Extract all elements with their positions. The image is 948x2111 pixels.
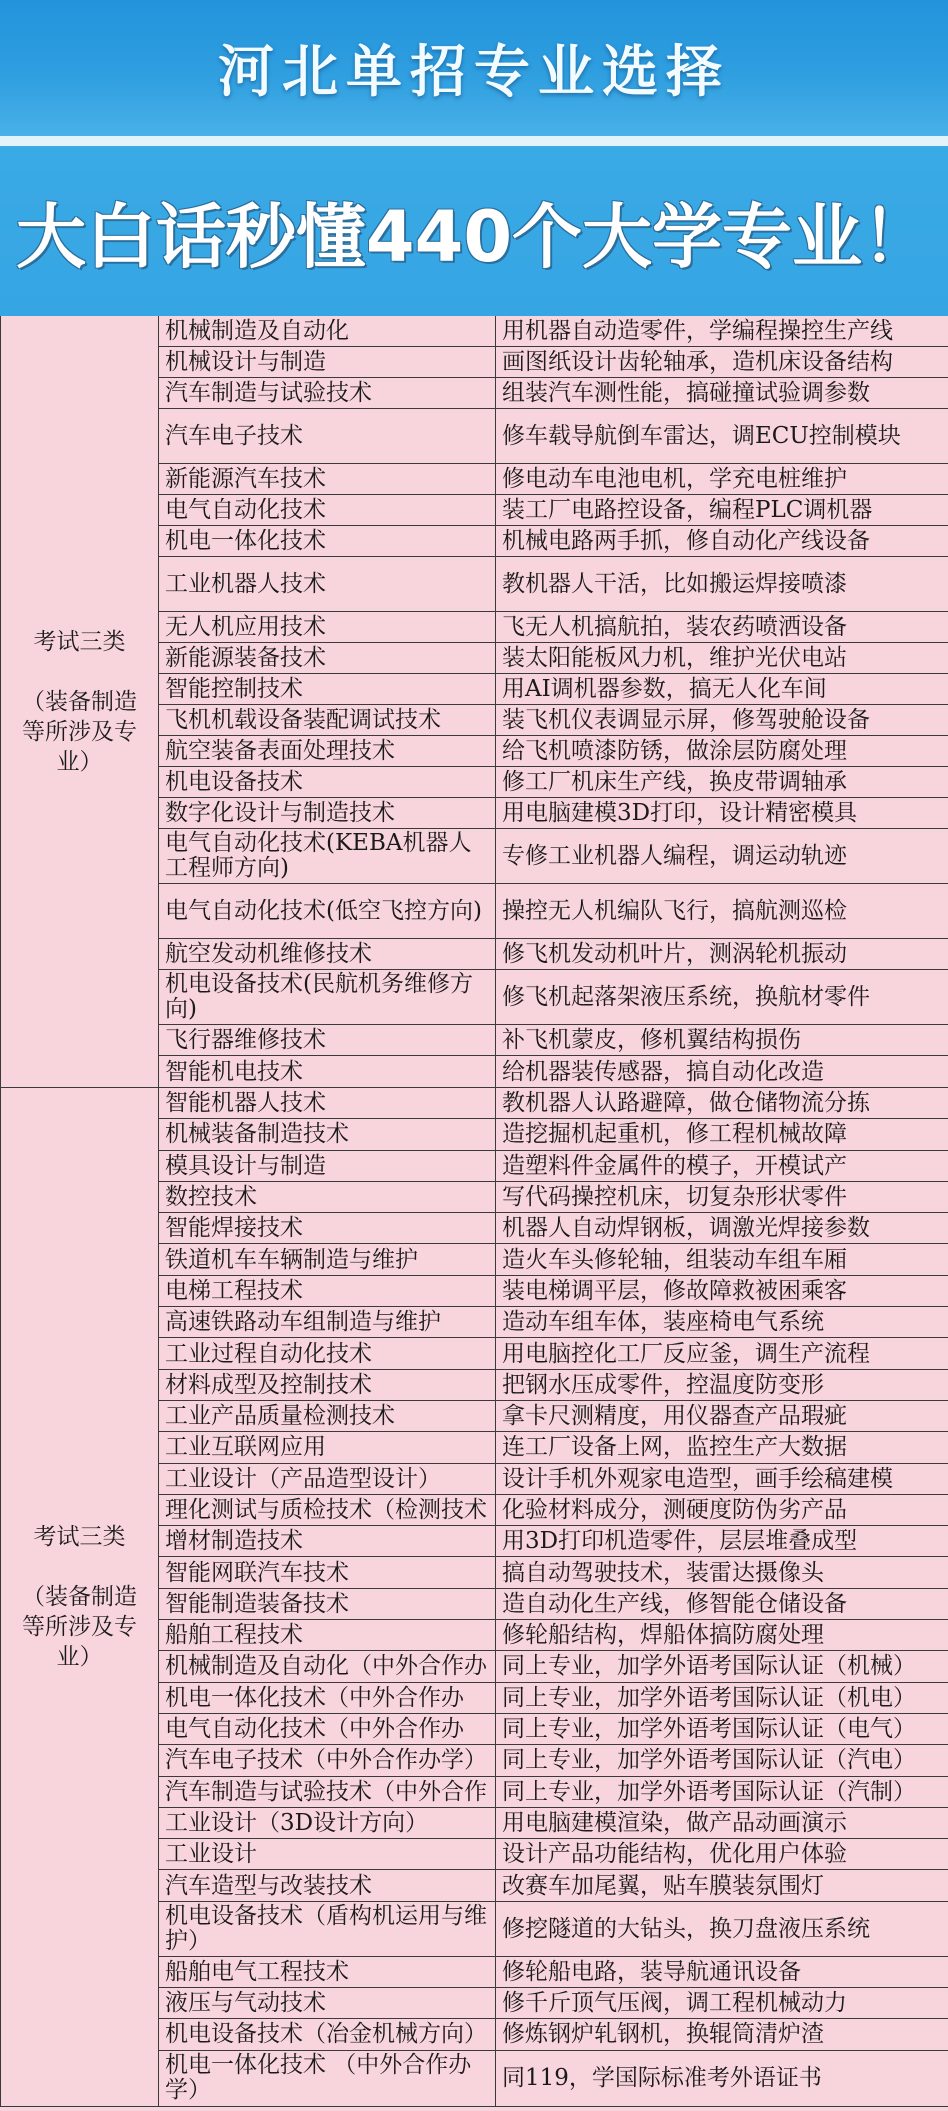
- major-description: 画图纸设计齿轮轴承，造机床设备结构: [502, 349, 893, 375]
- major-name: 智能机器人技术: [159, 1088, 496, 1118]
- major-description: 造挖掘机起重机，修工程机械故障: [502, 1121, 847, 1148]
- major-name: 新能源汽车技术: [159, 464, 496, 494]
- table-row: [159, 1244, 948, 1275]
- table-row: [159, 1683, 948, 1714]
- major-name: 飞机机载设备装配调试技术: [159, 705, 496, 735]
- table-row: [159, 1745, 948, 1776]
- table-row: [159, 1151, 948, 1182]
- major-description: 设计产品功能结构，优化用户体验: [502, 1841, 847, 1868]
- major-description: 造塑料件金属件的模子，开模试产: [502, 1152, 847, 1179]
- major-name: 增材制造技术: [159, 1526, 496, 1556]
- table-row: [159, 2019, 948, 2050]
- major-name: 数字化设计与制造技术: [159, 798, 496, 828]
- major-description: 修炼钢炉轧钢机，换辊筒清炉渣: [502, 2021, 824, 2048]
- table-row: [159, 409, 948, 464]
- major-name: 机械制造及自动化（中外合作办: [159, 1651, 496, 1681]
- table-row: [159, 612, 948, 643]
- major-name: 理化测试与质检技术（检测技术: [159, 1495, 496, 1525]
- headline: 大白话秒懂440个大学专业！: [15, 195, 933, 278]
- major-name: 工业过程自动化技术: [159, 1338, 496, 1368]
- major-name: 电气自动化技术（中外合作办: [159, 1714, 496, 1744]
- major-description: 把钢水压成零件，控温度防变形: [502, 1371, 824, 1398]
- major-description: 修工厂机床生产线，换皮带调轴承: [502, 769, 847, 795]
- major-description: 操控无人机编队飞行，搞航测巡检: [502, 898, 847, 924]
- major-name: 工业设计: [159, 1839, 496, 1869]
- major-name: 机电设备技术（冶金机械方向）: [159, 2019, 496, 2049]
- category-label: 考试三类: [33, 1523, 126, 1550]
- major-name: 模具设计与制造: [159, 1151, 496, 1181]
- major-name: 数控技术: [159, 1182, 496, 1212]
- major-name: 机电一体化技术 （中外合作办学）: [159, 2051, 496, 2106]
- major-description: 拿卡尺测精度，用仪器查产品瑕疵: [502, 1403, 847, 1430]
- major-description: 用AI调机器参数，搞无人化车间: [502, 676, 827, 702]
- table-row: [159, 1432, 948, 1463]
- major-name: 汽车制造与试验技术: [159, 378, 496, 408]
- major-name: 船舶电气工程技术: [159, 1957, 496, 1987]
- major-name: 智能机电技术: [159, 1056, 496, 1087]
- table-section: [0, 316, 948, 1088]
- table-row: [159, 1870, 948, 1901]
- table-row: [159, 1401, 948, 1432]
- table-row: [159, 1808, 948, 1839]
- major-description: 造自动化生产线，修智能仓储设备: [502, 1590, 847, 1617]
- major-description: 用机器自动造零件，学编程操控生产线: [502, 318, 893, 344]
- major-description: 教机器人认路避障，做仓储物流分拣: [502, 1090, 870, 1117]
- major-description: 同上专业，加学外语考国际认证（电气）: [502, 1716, 916, 1743]
- table-row: [159, 1370, 948, 1401]
- major-name: 机电设备技术（盾构机运用与维护）: [159, 1902, 496, 1956]
- major-description: 修千斤顶气压阀，调工程机械动力: [502, 1990, 847, 2017]
- major-description: 飞无人机搞航拍，装农药喷洒设备: [502, 614, 847, 640]
- table-row: [159, 347, 948, 378]
- table-row: [159, 674, 948, 705]
- major-name: 智能制造装备技术: [159, 1589, 496, 1619]
- table-row: [159, 1213, 948, 1244]
- table-row: [159, 1056, 948, 1087]
- major-name: 汽车造型与改装技术: [159, 1870, 496, 1900]
- major-description: 专修工业机器人编程，调运动轨迹: [502, 843, 847, 869]
- major-name: 工业设计（产品造型设计）: [159, 1464, 496, 1494]
- table-row: [159, 1495, 948, 1526]
- major-name: 船舶工程技术: [159, 1620, 496, 1650]
- major-description: 装飞机仪表调显示屏，修驾驶舱设备: [502, 707, 870, 733]
- major-description: 化验材料成分，测硬度防伪劣产品: [502, 1497, 847, 1523]
- major-name: 工业设计（3D设计方向）: [159, 1808, 496, 1838]
- major-description: 装电梯调平层，修故障救被困乘客: [502, 1277, 847, 1304]
- major-name: 材料成型及控制技术: [159, 1370, 496, 1400]
- major-name: 无人机应用技术: [159, 612, 496, 642]
- major-description: 机器人自动焊钢板，调激光焊接参数: [502, 1215, 870, 1242]
- category-cell: [0, 1088, 159, 2106]
- table-row: [159, 1839, 948, 1870]
- major-description: 设计手机外观家电造型，画手绘稿建模: [502, 1465, 893, 1492]
- table-row: [159, 1307, 948, 1338]
- table-row: [159, 378, 948, 409]
- majors-table: [0, 316, 948, 2107]
- major-description: 给飞机喷漆防锈，做涂层防腐处理: [502, 738, 847, 764]
- major-name: 机电设备技术(民航机务维修方向): [159, 970, 496, 1024]
- major-name: 机电一体化技术: [159, 526, 496, 556]
- headline-banner: [0, 146, 948, 316]
- major-description: 用电脑建模3D打印，设计精密模具: [502, 800, 858, 826]
- major-description: 修挖隧道的大钻头，换刀盘液压系统: [502, 1915, 870, 1942]
- table-row: [159, 1902, 948, 1957]
- major-description: 造火车头修轮轴，组装动车组车厢: [502, 1246, 847, 1273]
- table-row: [159, 1777, 948, 1808]
- major-description: 同上专业，加学外语考国际认证（机械）: [502, 1653, 916, 1680]
- title-banner: [0, 0, 948, 136]
- major-name: 航空发动机维修技术: [159, 939, 496, 969]
- table-row: [159, 2051, 948, 2106]
- major-description: 写代码操控机床，切复杂形状零件: [502, 1184, 847, 1211]
- major-name: 电气自动化技术(低空飞控方向): [159, 884, 496, 938]
- major-name: 智能控制技术: [159, 674, 496, 704]
- table-row: [159, 1557, 948, 1588]
- major-description: 修车载导航倒车雷达，调ECU控制模块: [502, 423, 901, 449]
- table-row: [159, 1651, 948, 1682]
- major-description: 教机器人干活，比如搬运焊接喷漆: [502, 571, 847, 597]
- major-description: 造动车组车体，装座椅电气系统: [502, 1309, 824, 1336]
- table-row: [159, 495, 948, 526]
- major-description: 同上专业，加学外语考国际认证（机电）: [502, 1684, 916, 1711]
- page-title: 河北单招专业选择: [218, 40, 730, 105]
- major-name: 新能源装备技术: [159, 643, 496, 673]
- table-row: [159, 464, 948, 495]
- major-description: 用3D打印机造零件，层层堆叠成型: [502, 1528, 858, 1555]
- major-description: 修轮船结构，焊船体搞防腐处理: [502, 1622, 824, 1649]
- major-description: 给机器装传感器，搞自动化改造: [502, 1058, 824, 1085]
- major-name: 机电一体化技术（中外合作办: [159, 1683, 496, 1713]
- table-row: [159, 1025, 948, 1056]
- major-description: 修电动车电池电机，学充电桩维护: [502, 466, 847, 492]
- table-row: [159, 1182, 948, 1213]
- major-name: 电气自动化技术(KEBA机器人工程师方向): [159, 829, 496, 883]
- major-description: 用电脑建模渲染，做产品动画演示: [502, 1809, 847, 1836]
- major-description: 机械电路两手抓，修自动化产线设备: [502, 528, 870, 554]
- table-rows: [159, 1088, 948, 2106]
- table-row: [159, 1464, 948, 1495]
- table-row: [159, 1088, 948, 1119]
- table-row: [159, 736, 948, 767]
- major-name: 工业互联网应用: [159, 1432, 496, 1462]
- major-description: 搞自动驾驶技术，装雷达摄像头: [502, 1559, 824, 1586]
- major-description: 连工厂设备上网，监控生产大数据: [502, 1434, 847, 1461]
- major-name: 汽车电子技术（中外合作办学）: [159, 1745, 496, 1775]
- major-name: 航空装备表面处理技术: [159, 736, 496, 766]
- major-name: 汽车电子技术: [159, 409, 496, 463]
- table-row: [159, 643, 948, 674]
- table-row: [159, 526, 948, 557]
- major-description: 装工厂电路控设备，编程PLC调机器: [502, 497, 873, 523]
- major-description: 同上专业，加学外语考国际认证（汽电）: [502, 1747, 916, 1774]
- major-name: 机械制造及自动化: [159, 316, 496, 346]
- table-row: [159, 705, 948, 736]
- major-name: 电梯工程技术: [159, 1276, 496, 1306]
- table-row: [159, 557, 948, 612]
- category-note: （装备制造等所涉及专业）: [22, 1583, 137, 1670]
- table-row: [159, 1526, 948, 1557]
- category-note: （装备制造等所涉及专业）: [22, 688, 137, 775]
- major-name: 机械设计与制造: [159, 347, 496, 377]
- major-description: 装太阳能板风力机，维护光伏电站: [502, 645, 847, 671]
- table-row: [159, 970, 948, 1025]
- major-name: 机械装备制造技术: [159, 1119, 496, 1149]
- table-section: [0, 1088, 948, 2107]
- table-row: [159, 1957, 948, 1988]
- major-name: 铁道机车车辆制造与维护: [159, 1244, 496, 1274]
- major-name: 机电设备技术: [159, 767, 496, 797]
- table-row: [159, 316, 948, 347]
- table-row: [159, 1338, 948, 1369]
- major-description: 用电脑控化工厂反应釜，调生产流程: [502, 1340, 870, 1367]
- banner-divider: [0, 136, 948, 146]
- major-description: 修飞机发动机叶片，测涡轮机振动: [502, 941, 847, 967]
- category-label: 考试三类: [33, 628, 126, 655]
- major-name: 智能焊接技术: [159, 1213, 496, 1243]
- major-name: 汽车制造与试验技术（中外合作: [159, 1777, 496, 1807]
- major-name: 飞行器维修技术: [159, 1025, 496, 1055]
- major-description: 修飞机起落架液压系统，换航材零件: [502, 984, 870, 1010]
- table-row: [159, 829, 948, 884]
- major-name: 工业机器人技术: [159, 557, 496, 611]
- major-name: 液压与气动技术: [159, 1988, 496, 2018]
- major-description: 同119，学国际标准考外语证书: [502, 2065, 822, 2092]
- table-row: [159, 798, 948, 829]
- major-description: 修轮船电路，装导航通讯设备: [502, 1958, 801, 1985]
- major-name: 智能网联汽车技术: [159, 1557, 496, 1587]
- table-row: [159, 884, 948, 939]
- major-description: 补飞机蒙皮，修机翼结构损伤: [502, 1027, 801, 1053]
- table-row: [159, 1620, 948, 1651]
- table-row: [159, 1589, 948, 1620]
- major-name: 工业产品质量检测技术: [159, 1401, 496, 1431]
- major-description: 同上专业，加学外语考国际认证（汽制）: [502, 1778, 916, 1805]
- table-rows: [159, 316, 948, 1087]
- table-row: [159, 767, 948, 798]
- major-description: 改赛车加尾翼，贴车膜装氛围灯: [502, 1872, 824, 1899]
- major-name: 高速铁路动车组制造与维护: [159, 1307, 496, 1337]
- table-row: [159, 1276, 948, 1307]
- table-row: [159, 939, 948, 970]
- table-row: [159, 1714, 948, 1745]
- major-name: 电气自动化技术: [159, 495, 496, 525]
- major-description: 组装汽车测性能，搞碰撞试验调参数: [502, 380, 870, 406]
- table-row: [159, 1988, 948, 2019]
- table-row: [159, 1119, 948, 1150]
- category-cell: [0, 316, 159, 1087]
